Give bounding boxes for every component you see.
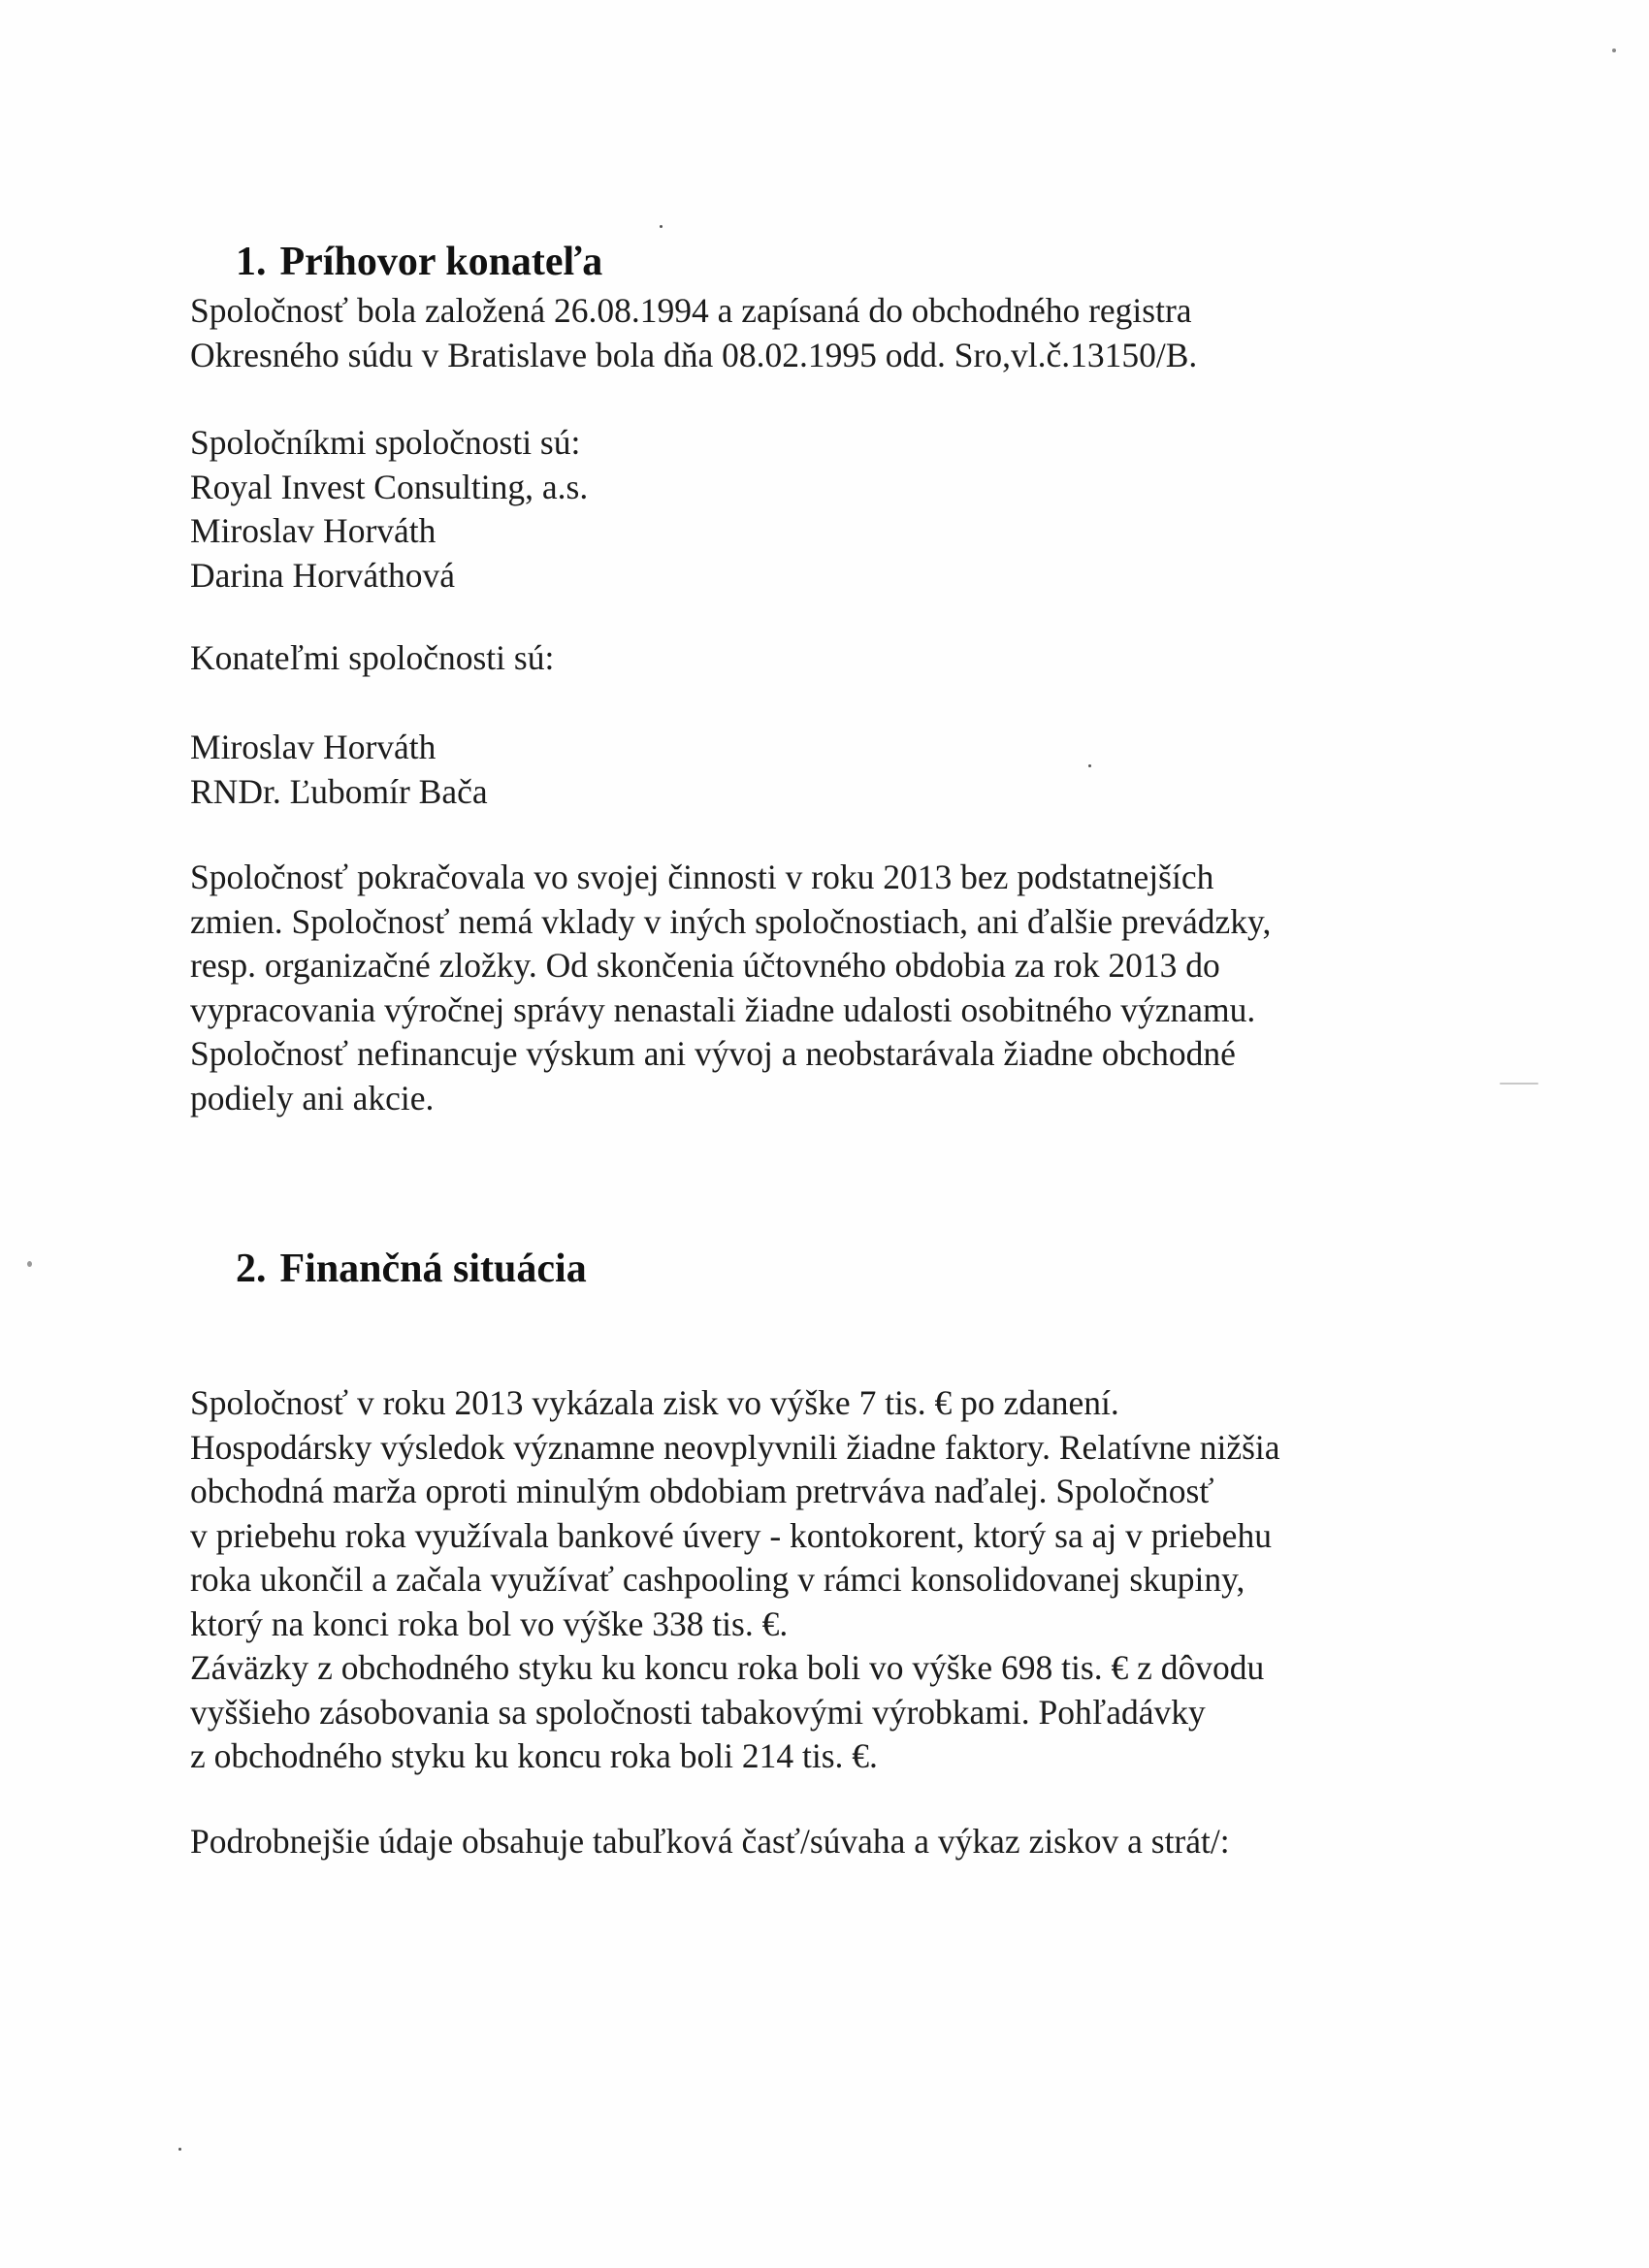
scan-speck [1612,49,1616,52]
financial-line: roka ukončil a začala využívať cashpooling v rámci konsolidovanej skupiny, [190,1560,1245,1599]
section-2-title: Finančná situácia [279,1247,587,1291]
closing-paragraph [190,1820,1230,1864]
partner-item: Royal Invest Consulting, a.s. [190,467,589,506]
activity-paragraph [190,856,1271,1120]
activity-line: Spoločnosť pokračovala vo svojej činnosti v roku 2013 bez podstatnejších [190,858,1214,896]
scan-speck [1088,764,1091,767]
activity-line: podiely ani akcie. [190,1078,435,1118]
executives-label: Konateľmi spoločnosti sú: [190,638,555,677]
scan-speck [660,225,663,228]
executive-item: Miroslav Horváth [190,728,436,766]
scan-speck [27,1261,32,1267]
founding-paragraph [190,289,1197,377]
financial-line: Záväzky z obchodného styku ku koncu roka boli vo výške 698 tis. € z dôvodu [190,1648,1265,1687]
founding-line: Okresného súdu v Bratislave bola dňa 08.02.1995 odd. Sro,vl.č.13150/B. [190,335,1198,374]
scan-speck [178,2148,181,2151]
partner-item: Miroslav Horváth [190,511,436,550]
partners-list [190,421,588,598]
executive-item: RNDr. Ľubomír Bača [190,771,488,811]
section-1-number: 1. [236,240,267,284]
section-2-number: 2. [236,1247,267,1291]
executives-list [190,726,488,814]
founding-line: Spoločnosť bola založená 26.08.1994 a zapísaná do obchodného registra [190,291,1192,330]
financial-line: ktorý na konci roka bol vo výške 338 tis. €. [190,1604,789,1643]
scan-speck [1500,1083,1538,1085]
financial-line: z obchodného styku ku koncu roka boli 214 tis. €. [190,1736,878,1775]
executives-label-block [190,636,554,681]
financial-line: Spoločnosť v roku 2013 vykázala zisk vo výške 7 tis. € po zdanení. [190,1383,1119,1422]
financial-line: vyššieho zásobovania sa spoločnosti tabakovými výrobkami. Pohľadávky [190,1692,1206,1732]
section-1-heading [236,239,602,285]
partner-item: Darina Horváthová [190,555,456,595]
financial-line: Hospodársky výsledok významne neovplyvnili žiadne faktory. Relatívne nižšia [190,1427,1280,1467]
financial-paragraph [190,1381,1280,1779]
partners-label: Spoločníkmi spoločnosti sú: [190,423,581,462]
financial-line: v priebehu roka využívala bankové úvery - kontokorent, ktorý sa aj v priebehu [190,1515,1272,1555]
closing-line: Podrobnejšie údaje obsahuje tabuľková časť/súvaha a výkaz ziskov a strát/: [190,1822,1230,1861]
activity-line: resp. organizačné zložky. Od skončenia účtovného obdobia za rok 2013 do [190,946,1220,985]
activity-line: Spoločnosť nefinancuje výskum ani vývoj a neobstarávala žiadne obchodné [190,1034,1236,1073]
financial-line: obchodná marža oproti minulým obdobiam pretrváva naďalej. Spoločnosť [190,1472,1214,1510]
activity-line: vypracovania výročnej správy nenastali žiadne udalosti osobitného významu. [190,989,1256,1029]
section-1-title: Príhovor konateľa [279,240,603,284]
section-2-heading [236,1246,587,1292]
activity-line: zmien. Spoločnosť nemá vklady v iných spoločnostiach, ani ďalšie prevádzky, [190,901,1272,941]
